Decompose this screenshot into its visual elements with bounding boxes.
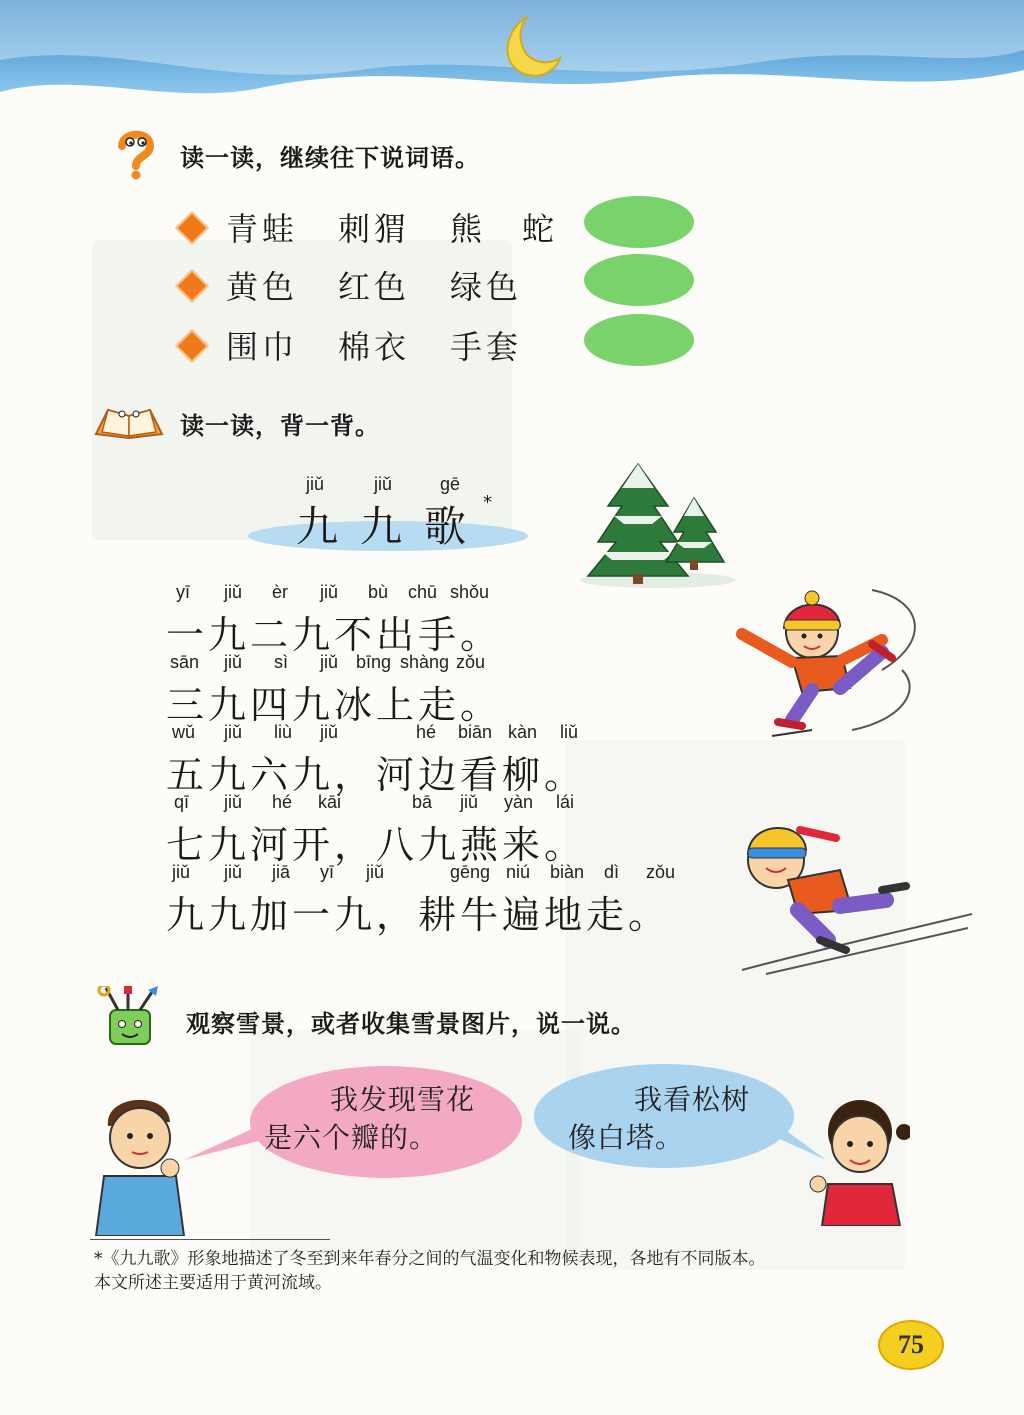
section1-instruction: 读一读，继续往下说词语。 [180,145,480,172]
bubble-left-line1: 我发现雪花 [330,1083,476,1116]
footnote-line1: *《九九歌》形象地描述了冬至到来年春分之间的气温变化和物候表现，各地有不同版本。 [94,1249,766,1269]
pinyin: zǒu [646,862,676,882]
word-row-clothing [180,322,700,372]
pinyin: hé [272,792,293,812]
pinyin: jiǔ [224,792,243,812]
section3-instruction: 观察雪景，或者收集雪景图片，说一说。 [186,1011,636,1038]
poem-line: 九九加一九，耕牛遍地走。 [166,893,671,937]
open-book-icon [92,400,166,440]
pinyin: gēng [450,862,491,882]
word-row-colors [180,262,700,312]
pinyin: chū [408,582,438,602]
girl-character-illustration [800,1092,910,1226]
word-row-animals [180,204,700,254]
diamond-bullet-icon [175,269,209,303]
pinyin: jiǔ [172,862,191,882]
pinyin: jiǔ [320,722,339,742]
pinyin: jiǔ [366,862,385,882]
pinyin: kàn [508,722,538,742]
scissors-pencil-cup-icon [92,986,170,1048]
diamond-bullet-icon [175,211,209,245]
word: 围巾 [226,328,299,366]
poem-line: 一九二九不出手。 [166,613,503,657]
pinyin: bā [412,792,433,812]
title-pinyin: jiǔ [374,474,393,494]
footnote-rule [90,1239,330,1240]
pinyin: hé [416,722,437,742]
title-pinyin: jiǔ [306,474,325,494]
title-footnote-mark: * [483,492,492,513]
pinyin: yàn [504,792,534,812]
word: 红色 [338,268,411,306]
pinyin: yī [320,862,335,882]
pinyin: liǔ [560,722,579,742]
boy-character-illustration [90,1086,194,1236]
pinyin: jiā [272,862,291,882]
girl-skater-illustration [732,580,932,750]
pinyin: sān [170,652,200,672]
title-pinyin: gē [440,474,461,494]
pinyin: biàn [550,862,585,882]
pinyin: yī [176,582,191,602]
boy-skater-illustration [736,810,976,980]
pinyin: bīng [356,652,392,672]
bubble-right-line2: 像白塔。 [568,1121,685,1154]
pinyin: jiǔ [224,582,243,602]
pinyin: jiǔ [224,862,243,882]
word: 蛇 [522,210,559,248]
pinyin: sì [274,652,289,672]
word: 棉衣 [338,328,411,366]
poem-line: 七九河开，八九燕来。 [166,823,587,867]
pinyin: jiǔ [320,582,339,602]
pinyin: zǒu [456,652,486,672]
pinyin: qī [174,792,190,812]
pinyin: dì [604,862,620,882]
question-mark-icon [112,128,158,180]
section2-instruction: 读一读，背一背。 [180,413,380,440]
pinyin: bù [368,582,389,602]
answer-blank-oval[interactable] [584,196,694,248]
pinyin: biān [458,722,493,742]
pinyin: kāi [318,792,342,812]
sky-banner [0,0,1024,110]
pinyin: jiǔ [224,652,243,672]
pinyin: niú [506,862,531,882]
snowy-pine-trees-icon [578,458,738,588]
poem-title: 九九歌 [296,502,489,551]
word: 青蛙 [226,210,299,248]
bubble-left-line2: 是六个瓣的。 [264,1121,439,1154]
diamond-bullet-icon [175,329,209,363]
page-number-badge: 75 [878,1320,944,1370]
pinyin: shàng [400,652,450,672]
word: 刺猬 [338,210,411,248]
word: 手套 [450,328,523,366]
pinyin: liù [274,722,293,742]
answer-blank-oval[interactable] [584,254,694,306]
poem-line: 五九六九，河边看柳。 [166,753,587,797]
footnote-line2: 本文所述主要适用于黄河流域。 [94,1273,332,1293]
pinyin: jiǔ [320,652,339,672]
pinyin: jiǔ [224,722,243,742]
pinyin: shǒu [450,582,490,602]
pinyin: èr [272,582,289,602]
word: 绿色 [450,268,523,306]
pinyin: lái [556,792,575,812]
word: 黄色 [226,268,299,306]
word: 熊 [450,210,487,248]
pinyin: wǔ [172,722,196,742]
bubble-right-line1: 我看松树 [634,1083,751,1116]
pinyin: jiǔ [460,792,479,812]
answer-blank-oval[interactable] [584,314,694,366]
poem-line: 三九四九冰上走。 [166,683,503,727]
